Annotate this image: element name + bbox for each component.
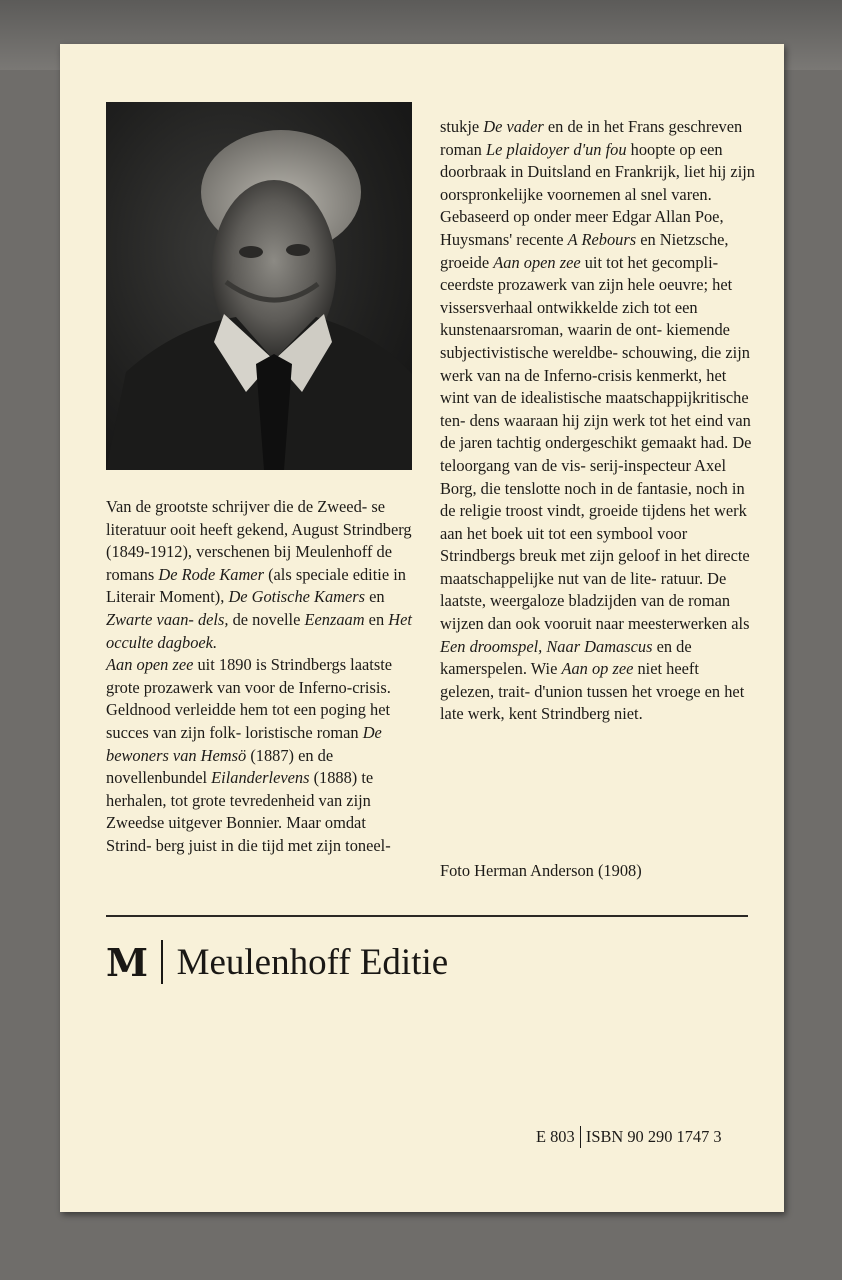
logo-separator: [161, 940, 163, 984]
publisher-logo: [106, 937, 448, 987]
publisher-name: Meulenhoff Editie: [176, 941, 449, 983]
publisher-mark: M: [106, 939, 148, 985]
text-run: (1888) te herhalen, tot grote tevredenheid van zijn Zweedse uitgever Bonnier. Maar omdat Strind- berg juist in die tijd met zijn toneel-: [106, 768, 391, 855]
title-een-droomspel: Een droomspel, Naar Damascus: [440, 636, 653, 656]
author-portrait-photo: [106, 102, 412, 470]
paragraph-publications: [106, 496, 412, 654]
left-text-column: [106, 496, 412, 858]
title-eenzaam: Eenzaam: [304, 609, 365, 629]
title-zwarte-vaandels: Zwarte vaan- dels,: [106, 609, 229, 629]
isbn-line: [536, 1126, 722, 1148]
text-run: Van de grootste schrijver die de Zweed- se literatuur ooit heeft gekend, August Strindberg (1849-1912), verschenen bij Meulenhoff de romans: [106, 497, 412, 584]
photo-credit: Foto Herman Anderson (1908): [440, 861, 642, 880]
book-back-cover: [60, 44, 784, 1212]
title-eilanderlevens: Eilanderlevens: [211, 768, 310, 788]
title-aan-open-zee: Aan open zee: [493, 252, 581, 272]
portrait-icon: [106, 102, 412, 470]
right-text-column: [440, 116, 756, 726]
text-run: de novelle: [228, 609, 305, 629]
paragraph-continued: [440, 116, 756, 726]
text-run: stukje: [440, 117, 484, 136]
text-run: en de kamerspelen. Wie: [440, 636, 692, 679]
text-run: en: [365, 587, 385, 607]
title-het-occulte-dagboek: Het occulte dagboek.: [106, 609, 412, 652]
title-de-rode-kamer: De Rode Kamer: [158, 564, 264, 584]
title-aan-open-zee: Aan open zee: [106, 655, 194, 675]
title-de-gotische-kamers: De Gotische Kamers: [228, 587, 366, 607]
text-run: en: [364, 609, 389, 629]
divider-rule: [106, 915, 748, 917]
isbn-separator: [580, 1126, 581, 1148]
title-le-plaidoyer: Le plaidoyer d'un fou: [485, 139, 627, 159]
text-run: en de in het Frans geschreven roman: [440, 117, 743, 159]
text-run: uit 1890 is Strindbergs laatste grote prozawerk van voor de Inferno-crisis. Geldnood verleidde hem tot een poging het succes van zijn folk- loristische roman: [106, 655, 393, 742]
title-a-rebours: A Rebours: [567, 229, 637, 249]
edition-code: E 803: [536, 1127, 575, 1146]
paragraph-aan-open-zee: [106, 654, 412, 857]
text-run: niet heeft gelezen, trait- d'union tussen het vroege en het late werk, kent Strindberg niet.: [440, 659, 745, 724]
title-aan-op-zee: Aan op zee: [561, 659, 634, 679]
text-run: uit tot het gecompli- ceerdste prozawerk van zijn hele oeuvre; het vissersverhaal ontwikkelde zich tot een kunstenaarsroman, waarin de ont- kiemende subjectivistische wereldbe- schouwing, die zijn werk van na de Inferno-crisis kenmerkt, het wint van de idealistische maatschappijkritische ten- dens waaraan hij zijn werk tot het eind van de jaren tachtig ondergeschikt gemaakt had. De teloorgang van de vis- serij-inspecteur Axel Borg, die tenslotte noch in de fantasie, noch in de religie troost vindt, groeide tijdens het werk aan het boek uit tot een symbool voor Strindbergs breuk met zijn geloof in het directe maatschappelijke nut van de lite- ratuur. De laatste, weergaloze bladzijden van de roman wijzen dan ook vooruit naar meesterwerken als: [440, 252, 752, 634]
text-run: en Nietzsche, groeide: [440, 229, 729, 272]
isbn-number: ISBN 90 290 1747 3: [585, 1127, 722, 1146]
text-run: (als speciale editie in Literair Moment),: [106, 564, 406, 607]
text-run: (1887) en de novellenbundel: [106, 745, 334, 788]
text-run: hoopte op een doorbraak in Duitsland en Frankrijk, liet hij zijn oorspronkelijke voornemen al snel varen. Gebaseerd op onder meer Edgar Allan Poe, Huysmans' recente: [440, 139, 755, 249]
title-de-vader: De vader: [483, 117, 544, 136]
title-de-bewoners-van-hemso: De bewoners van Hemsö: [106, 722, 382, 765]
